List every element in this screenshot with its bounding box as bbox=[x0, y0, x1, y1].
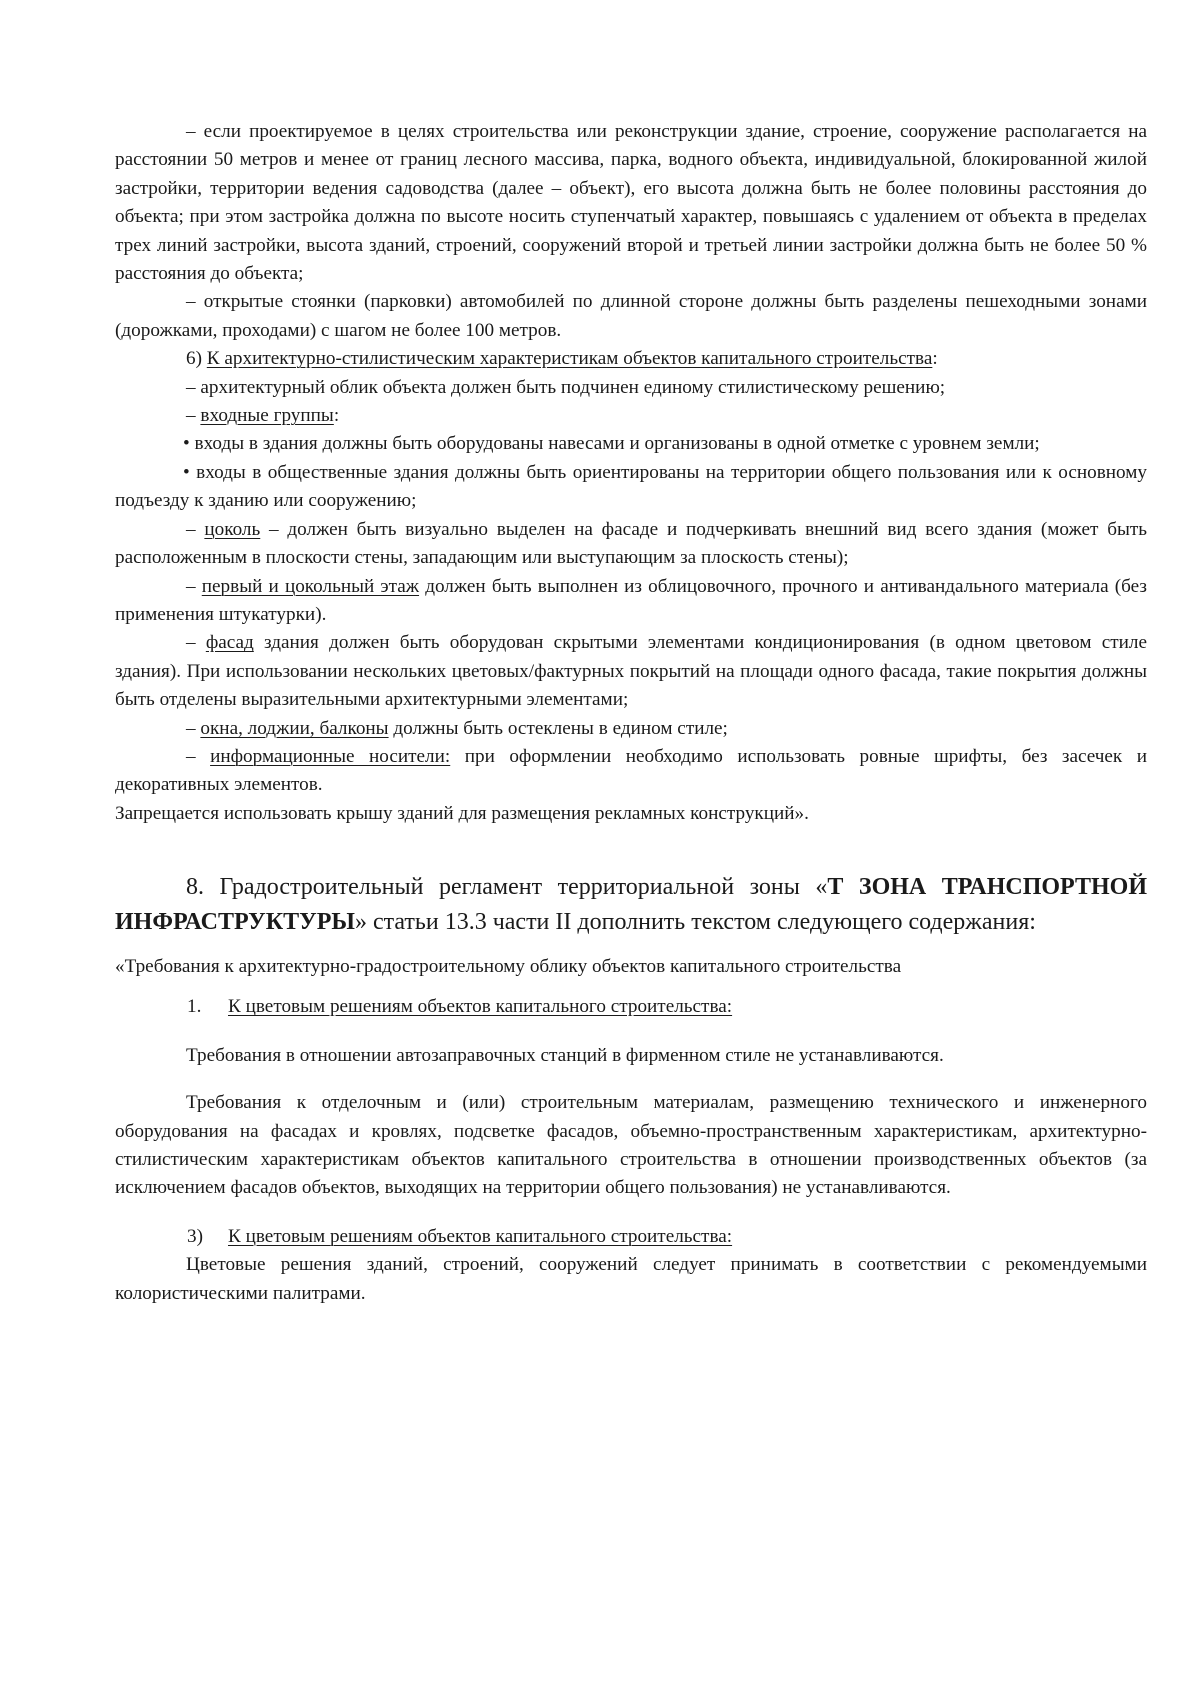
first-floor-text: должен быть выполнен из облицовочного, прочного и антивандального материала (без применения штукатурки). bbox=[115, 575, 1148, 625]
item-1-color-solutions bbox=[115, 993, 1147, 1021]
bullet-entrances-public: • входы в общественные здания должны быть ориентированы на территории общего пользования или к основному подъезду к зданию или сооружению; bbox=[115, 461, 1147, 512]
dash: – bbox=[186, 575, 196, 597]
plinth-text: – должен быть визуально выделен на фасаде и подчеркивать внешний вид всего здания (может быть расположенным в плоскости стены, западающим или выступающим за плоскость стены); bbox=[115, 518, 1147, 569]
item-6-heading: К архитектурно-стилистическим характеристикам объектов капитального строительства bbox=[206, 348, 933, 370]
dash: – bbox=[186, 717, 196, 739]
entrance-groups-label: входные группы bbox=[200, 405, 334, 427]
paragraph-parking: – открытые стоянки (парковки) автомобилей по длинной стороне должны быть разделены пешеходными зонами (дорожками, проходами) с шагом не более 100 метров. bbox=[115, 291, 1147, 341]
section-8-lead: 8. Градостроительный регламент территориальной зоны « bbox=[186, 874, 828, 901]
dash: – bbox=[186, 405, 196, 427]
paragraph-roof-prohibition: Запрещается использовать крышу зданий для размещения рекламных конструкций». bbox=[115, 802, 809, 824]
paragraph-plinth bbox=[115, 516, 1147, 573]
windows-label: окна, лоджии, балконы bbox=[200, 717, 389, 739]
windows-text: должны быть остеклены в едином стиле; bbox=[388, 717, 728, 739]
colon: : bbox=[333, 405, 340, 427]
item-3-number: 3) bbox=[187, 1225, 203, 1247]
paragraph-materials: Требования к отделочным и (или) строительным материалам, размещению технического и инженерного оборудования на фасадах и кровлях, подсветке фасадов, объемно-пространственным характеристикам, архитектурно-стилистическим характеристикам объектов капитального строительства в отношении производственных объектов (за исключением фасадов объектов, выходящих на территории общего пользования) не устанавливаются. bbox=[115, 1092, 1147, 1199]
info-carriers-text: при оформлении необходимо использовать ровные шрифты, без засечек и декоративных элементов. bbox=[115, 745, 1148, 796]
section-8-tail: » статьи 13.3 части II дополнить текстом следующего содержания: bbox=[354, 908, 1036, 935]
section-8-heading bbox=[115, 870, 1147, 939]
info-carriers-label: информационные носители: bbox=[210, 745, 451, 767]
facade-label: фасад bbox=[205, 632, 254, 654]
paragraph-architectural-appearance: – архитектурный облик объекта должен быть подчинен единому стилистическому решению; bbox=[186, 376, 946, 398]
paragraph-item-6 bbox=[115, 345, 1147, 373]
paragraph-color-palettes: Цветовые решения зданий, строений, сооружений следует принимать в соответствии с рекомендуемыми колористическими палитрами. bbox=[115, 1254, 1147, 1304]
paragraph-height-restriction: – если проектируемое в целях строительства или реконструкции здание, строение, сооружение располагается на расстоянии 50 метров и менее от границ лесного массива, парка, водного объекта, индивидуальной, блокированной жилой застройки, территории ведения садоводства (далее – объект), его высота должна быть не более половины расстояния до объекта; при этом застройка должна по высоте носить ступенчатый характер, повышаясь с удалением от объекта в пределах трех линий застройки, высота зданий, строений, сооружений второй и третьей линии застройки должна быть не более 50 % расстояния до объекта; bbox=[115, 121, 1147, 285]
item-1-number: 1. bbox=[187, 996, 202, 1018]
item-3-color-solutions bbox=[115, 1223, 1147, 1251]
item-3-label: К цветовым решениям объектов капитального строительства: bbox=[228, 1225, 733, 1247]
first-floor-label: первый и цокольный этаж bbox=[201, 575, 420, 597]
paragraph-gas-stations: Требования в отношении автозаправочных станций в фирменном стиле не устанавливаются. bbox=[186, 1044, 944, 1066]
item-6-colon: : bbox=[932, 348, 938, 370]
requirements-heading: «Требования к архитектурно-градостроительному облику объектов капитального строительства bbox=[115, 955, 902, 977]
paragraph-windows bbox=[115, 715, 1147, 743]
paragraph-first-floor bbox=[115, 573, 1147, 630]
paragraph-facade bbox=[115, 629, 1147, 714]
bullet-entrances-canopies: • входы в здания должны быть оборудованы навесами и организованы в одной отметке с уровнем земли; bbox=[183, 433, 1040, 455]
paragraph-info-carriers bbox=[115, 743, 1147, 800]
facade-text: здания должен быть оборудован скрытыми элементами кондиционирования (в одном цветовом стиле здания). При использовании нескольких цветовых/фактурных покрытий на площади одного фасада, такие покрытия должны быть отделены выразительными архитектурными элементами; bbox=[115, 632, 1148, 711]
dash: – bbox=[186, 632, 196, 654]
dash: – bbox=[186, 745, 196, 767]
plinth-label: цоколь bbox=[204, 518, 261, 540]
dash: – bbox=[186, 518, 196, 540]
paragraph-entrance-groups bbox=[115, 402, 1147, 430]
item-1-label: К цветовым решениям объектов капитального строительства: bbox=[228, 996, 733, 1018]
item-number: 6) bbox=[186, 348, 202, 370]
zone-name: Т ЗОНА ТРАНСПОРТНОЙ ИНФРАСТРУКТУРЫ bbox=[115, 874, 1148, 935]
